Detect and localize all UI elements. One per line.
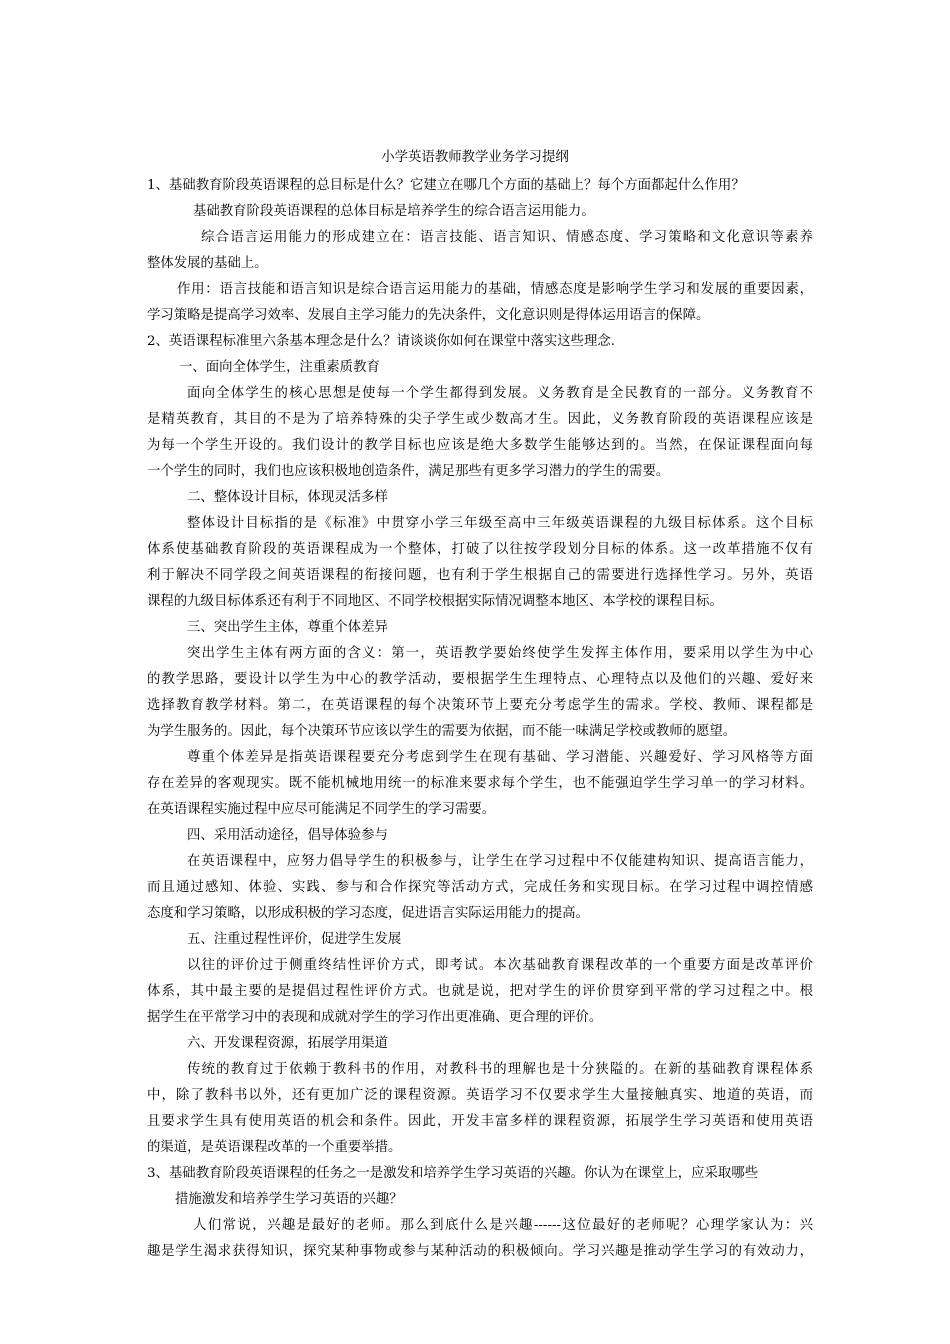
text-line: 选择教育教学材料。第二，在英语课程的每个决策环节上要充分考虑学生的需求。学校、教师、课程都是 bbox=[147, 698, 813, 713]
text-line: 在英语课程实施过程中应尽可能满足不同学生的学习需要。 bbox=[147, 802, 496, 817]
text-line: 2、英语课程标准里六条基本理念是什么？请谈谈你如何在课堂中落实这些理念. bbox=[147, 334, 616, 349]
text-line: 的渠道，是英语课程改革的一个重要举措。 bbox=[147, 1140, 402, 1155]
text-line: 课程的九级目标体系还有利于不同地区、不同学校根据实际情况调整本地区、本学校的课程目标。 bbox=[147, 594, 723, 609]
text-line: 突出学生主体有两方面的含义：第一，英语教学要始终使学生发挥主体作用，要采用以学生为中心 bbox=[187, 646, 813, 661]
text-line: 中，除了教科书以外，还有更加广泛的课程资源。英语学习不仅要求学生大量接触真实、地道的英语，而 bbox=[147, 1088, 813, 1103]
text-line: 而且通过感知、体验、实践、参与和合作探究等活动方式，完成任务和实现目标。在学习过程中调控情感 bbox=[147, 880, 813, 895]
text-line: 三、突出学生主体，尊重个体差异 bbox=[187, 620, 388, 635]
text-line: 以往的评价过于侧重终结性评价方式，即考试。本次基础教育课程改革的一个重要方面是改革评价 bbox=[187, 958, 813, 973]
text-line: 且要求学生具有使用英语的机会和条件。因此，开发丰富多样的课程资源，拓展学生学习英语和使用英语 bbox=[147, 1114, 813, 1129]
text-line: 在英语课程中，应努力倡导学生的积极参与，让学生在学习过程中不仅能建构知识、提高语言能力， bbox=[187, 854, 813, 869]
text-line: 基础教育阶段英语课程的总体目标是培养学生的综合语言运用能力。 bbox=[193, 204, 595, 219]
text-line: 措施激发和培养学生学习英语的兴趣？ bbox=[175, 1192, 403, 1207]
text-line: 为学生服务的。因此，每个决策环节应该以学生的需要为依据，而不能一味满足学校或教师的愿望。 bbox=[147, 724, 737, 739]
text-line: 为每一个学生开设的。我们设计的教学目标也应该是绝大多数学生能够达到的。当然，在保证课程面向每 bbox=[147, 438, 813, 453]
text-line: 五、注重过程性评价，促进学生发展 bbox=[187, 932, 402, 947]
text-line: 是精英教育，其目的不是为了培养特殊的尖子学生或少数高才生。因此，义务教育阶段的英语课程应该是 bbox=[147, 412, 813, 427]
text-line: 趣是学生渴求获得知识，探究某种事物或参与某种活动的积极倾向。学习兴趣是推动学生学习的有效动力， bbox=[147, 1244, 813, 1259]
text-line: 学习策略是提高学习效率、发展自主学习能力的先决条件，文化意识则是得体运用语言的保障。 bbox=[147, 308, 710, 323]
text-line: 四、采用活动途径，倡导体验参与 bbox=[187, 828, 388, 843]
text-line: 六、开发课程资源，拓展学用渠道 bbox=[187, 1036, 388, 1051]
text-line: 人们常说，兴趣是最好的老师。那么到底什么是兴趣------这位最好的老师呢？心理学家认为：兴 bbox=[193, 1218, 813, 1233]
text-line: 尊重个体差异是指英语课程要充分考虑到学生在现有基础、学习潜能、兴趣爱好、学习风格等方面 bbox=[187, 750, 813, 765]
text-line: 一个学生的同时，我们也应该积极地创造条件，满足那些有更多学习潜力的学生的需要。 bbox=[147, 464, 670, 479]
text-line: 整体设计目标指的是《标准》中贯穿小学三年级至高中三年级英语课程的九级目标体系。这个目标 bbox=[187, 516, 813, 531]
text-line: 存在差异的客观现实。既不能机械地用统一的标准来要求每个学生，也不能强迫学生学习单一的学习材料。 bbox=[147, 776, 813, 791]
text-line: 整体发展的基础上。 bbox=[147, 256, 268, 271]
text-line: 面向全体学生的核心思想是使每一个学生都得到发展。义务教育是全民教育的一部分。义务教育不 bbox=[187, 386, 813, 401]
document-body bbox=[147, 173, 813, 1265]
text-line: 一、面向全体学生，注重素质教育 bbox=[179, 360, 380, 375]
text-line: 传统的教育过于依赖于教科书的作用，对教科书的理解也是十分狭隘的。在新的基础教育课程体系 bbox=[187, 1062, 813, 1077]
text-line: 3、基础教育阶段英语课程的任务之一是激发和培养学生学习英语的兴趣。你认为在课堂上，应采取哪些 bbox=[147, 1166, 759, 1181]
text-line: 1、基础教育阶段英语课程的总目标是什么？它建立在哪几个方面的基础上？每个方面都起什么作用？ bbox=[147, 178, 745, 193]
text-line: 利于解决不同学段之间英语课程的衔接问题，也有利于学生根据自己的需要进行选择性学习。另外，英语 bbox=[147, 568, 813, 583]
text-line: 的教学思路，要设计以学生为中心的教学活动，要根据学生生理特点、心理特点以及他们的兴趣、爱好来 bbox=[147, 672, 813, 687]
text-line: 综合语言运用能力的形成建立在：语言技能、语言知识、情感态度、学习策略和文化意识等素养 bbox=[201, 230, 813, 245]
text-line: 据学生在平常学习中的表现和成就对学生的学习作出更准确、更合理的评价。 bbox=[147, 1010, 603, 1025]
text-line: 二、整体设计目标，体现灵活多样 bbox=[187, 490, 388, 505]
text-line: 体系使基础教育阶段的英语课程成为一个整体，打破了以往按学段划分目标的体系。这一改革措施不仅有 bbox=[147, 542, 813, 557]
document-title: 小学英语教师教学业务学习提纲 bbox=[381, 150, 569, 165]
text-line: 态度和学习策略，以形成积极的学习态度，促进语言实际运用能力的提高。 bbox=[147, 906, 589, 921]
text-line: 体系，其中最主要的是提倡过程性评价方式。也就是说，把对学生的评价贯穿到平常的学习过程之中。根 bbox=[147, 984, 813, 999]
text-line: 作用：语言技能和语言知识是综合语言运用能力的基础，情感态度是影响学生学习和发展的重要因素， bbox=[177, 282, 813, 297]
